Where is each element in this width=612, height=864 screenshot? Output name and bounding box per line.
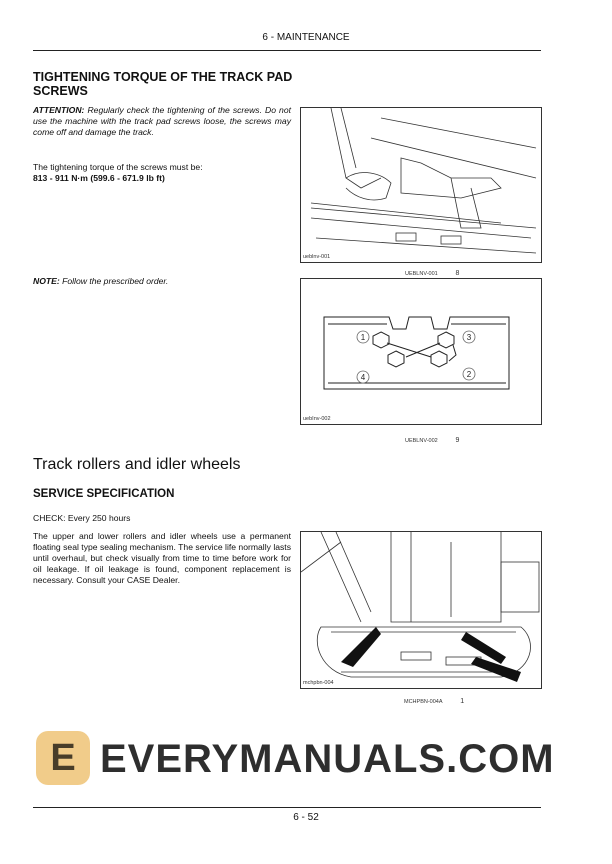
note-text: Follow the prescribed order. <box>59 276 169 286</box>
footer-rule <box>33 807 541 808</box>
figure-tightening-order <box>300 278 542 425</box>
marker-1: 1 <box>360 333 366 342</box>
attention-text: Regularly check the tightening of the screws. Do not use the machine with the track pad screws loose, the screws may come off and damage the track. <box>33 105 291 137</box>
section-title: Track rollers and idler wheels <box>33 456 241 473</box>
bolt-order-diagram <box>301 279 541 424</box>
excavator-illustration <box>301 532 541 688</box>
page-number: 6 - 52 <box>293 812 319 823</box>
figure-number: 9 <box>455 437 460 444</box>
torque-intro: The tightening torque of the screws must be: <box>33 162 203 172</box>
torque-metric: 813 - 911 N·m <box>33 173 88 183</box>
figure-excavator-rollers <box>300 531 542 689</box>
attention-label: ATTENTION: <box>33 105 85 115</box>
note-paragraph <box>33 276 291 287</box>
attention-paragraph <box>33 105 291 138</box>
torque-imperial: 599.6 - 671.9 lb ft <box>93 173 162 183</box>
figure-caption <box>404 690 464 708</box>
rollers-body: The upper and lower rollers and idler wheels use a permanent floating seal type sealing mechanism. The service life normally lasts until overhaul, but check visually from time to time before work for oil leakage. If oil leakage is found, component replacement is necessary. Consult your CASE Dealer. <box>33 531 291 585</box>
header-rule <box>33 50 541 51</box>
figure-number: 1 <box>460 698 465 705</box>
watermark-text: EVERYMANUALS.COM <box>100 737 555 781</box>
marker-4: 4 <box>360 373 366 382</box>
check-interval: CHECK: Every 250 hours <box>33 513 131 523</box>
figure-tag: ueblnv-001 <box>303 254 331 260</box>
figure-caption <box>405 429 459 447</box>
note-label: NOTE: <box>33 276 60 286</box>
torque-value: 813 - 911 N·m (599.6 - 671.9 lb ft) <box>33 173 165 183</box>
marker-3: 3 <box>466 333 472 342</box>
page-header: 6 - MAINTENANCE <box>262 32 350 43</box>
figure-wrench-track-pad <box>300 107 542 263</box>
figure-number: 8 <box>455 270 460 277</box>
figure-code: UEBLNV-001 <box>405 271 438 277</box>
figure-code: UEBLNV-002 <box>405 438 438 444</box>
figure-code: MCHPBN-004A <box>404 699 443 705</box>
figure-tag: uebInv-002 <box>303 416 331 422</box>
torque-heading: TIGHTENING TORQUE OF THE TRACK PAD SCREWS <box>33 70 293 98</box>
wrench-illustration <box>301 108 541 262</box>
watermark-logo: E <box>36 731 90 785</box>
marker-2: 2 <box>466 370 472 379</box>
service-spec-heading: SERVICE SPECIFICATION <box>33 488 175 500</box>
figure-tag: mchpbn-004 <box>303 680 334 686</box>
